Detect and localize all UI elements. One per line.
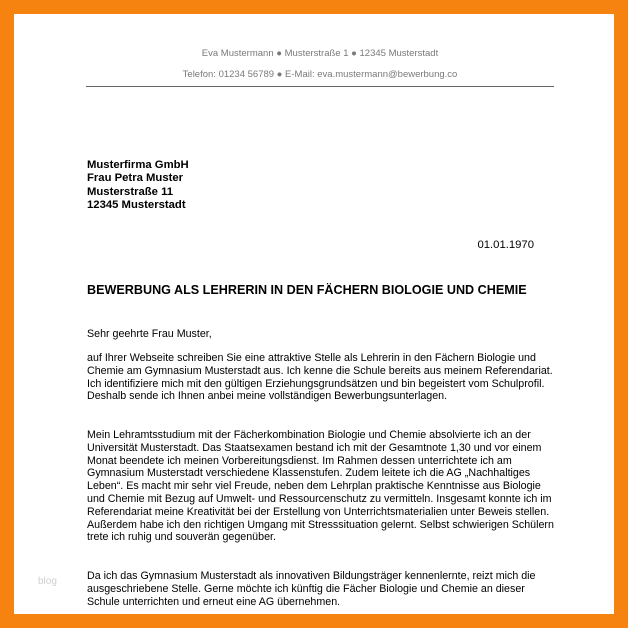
recipient-company: Musterfirma GmbH xyxy=(87,159,189,171)
letter-date: 01.01.1970 xyxy=(477,239,534,251)
salutation: Sehr geehrte Frau Muster, xyxy=(87,328,212,340)
watermark: blog xyxy=(38,576,57,587)
letter-subject: BEWERBUNG ALS LEHRERIN IN DEN FÄCHERN BIOLOGIE UND CHEMIE xyxy=(87,283,527,297)
recipient-city: 12345 Musterstadt xyxy=(87,198,186,211)
body-paragraph-1: auf Ihrer Webseite schreiben Sie eine attraktive Stelle als Lehrerin in den Fächern Biologie und Chemie am Gymnasium Musterstadt aus. Ich kenne die Schule bereits aus meinem Referendariat. Ich identifiziere mich mit den gültigen Erziehungsgrundsätzen und bin begeistert vom Schulprofil. Deshalb sende ich Ihnen anbei meine vollständigen Bewerbungsunterlagen. xyxy=(87,352,553,403)
recipient-street: Musterstraße 11 xyxy=(87,185,174,198)
sender-address-line: Eva Mustermann ● Musterstraße 1 ● 12345 Musterstadt xyxy=(201,48,439,59)
recipient-name: Frau Petra Muster xyxy=(87,172,184,185)
letter-page xyxy=(14,14,614,614)
header-divider xyxy=(86,86,554,87)
body-paragraph-2: Mein Lehramtsstudium mit der Fächerkombination Biologie und Chemie absolvierte ich an der Universität Musterstadt. Das Staatsexamen bestand ich mit der Gesamtnote 1,30 und vor einem Monat beendete ich meinen Vorbereitungsdienst. Im Rahmen dessen unterrichtete ich am Gymnasium Musterstadt verschiedene Klassenstufen. Zudem leitete ich die AG „Nachhaltiges Leben“. Es macht mir sehr viel Freude, neben dem Lehrplan praktische Kenntnisse aus Biologie und Chemie mit Bezug auf Umwelt- und Ressourcenschutz zu vermitteln. Insgesamt konnte ich im Referendariat meine Kreativität bei der Erstellung von Unterrichtsmaterialien unter Beweis stellen. Außerdem habe ich den richtigen Umgang mit Stresssituation gelernt. Selbst schwierigen Schülern trete ich ruhig und souverän gegenüber. xyxy=(87,429,554,544)
body-paragraph-3: Da ich das Gymnasium Musterstadt als innovativen Bildungsträger kennenlernte, reizt mich die ausgeschriebene Stelle. Gerne möchte ich künftig die Fächer Biologie und Chemie an dieser Schule unterrichten und erneut eine AG übernehmen. xyxy=(87,570,536,608)
sender-contact-line: Telefon: 01234 56789 ● E-Mail: eva.mustermann@bewerbung.co xyxy=(182,69,458,80)
recipient-address xyxy=(87,159,189,212)
